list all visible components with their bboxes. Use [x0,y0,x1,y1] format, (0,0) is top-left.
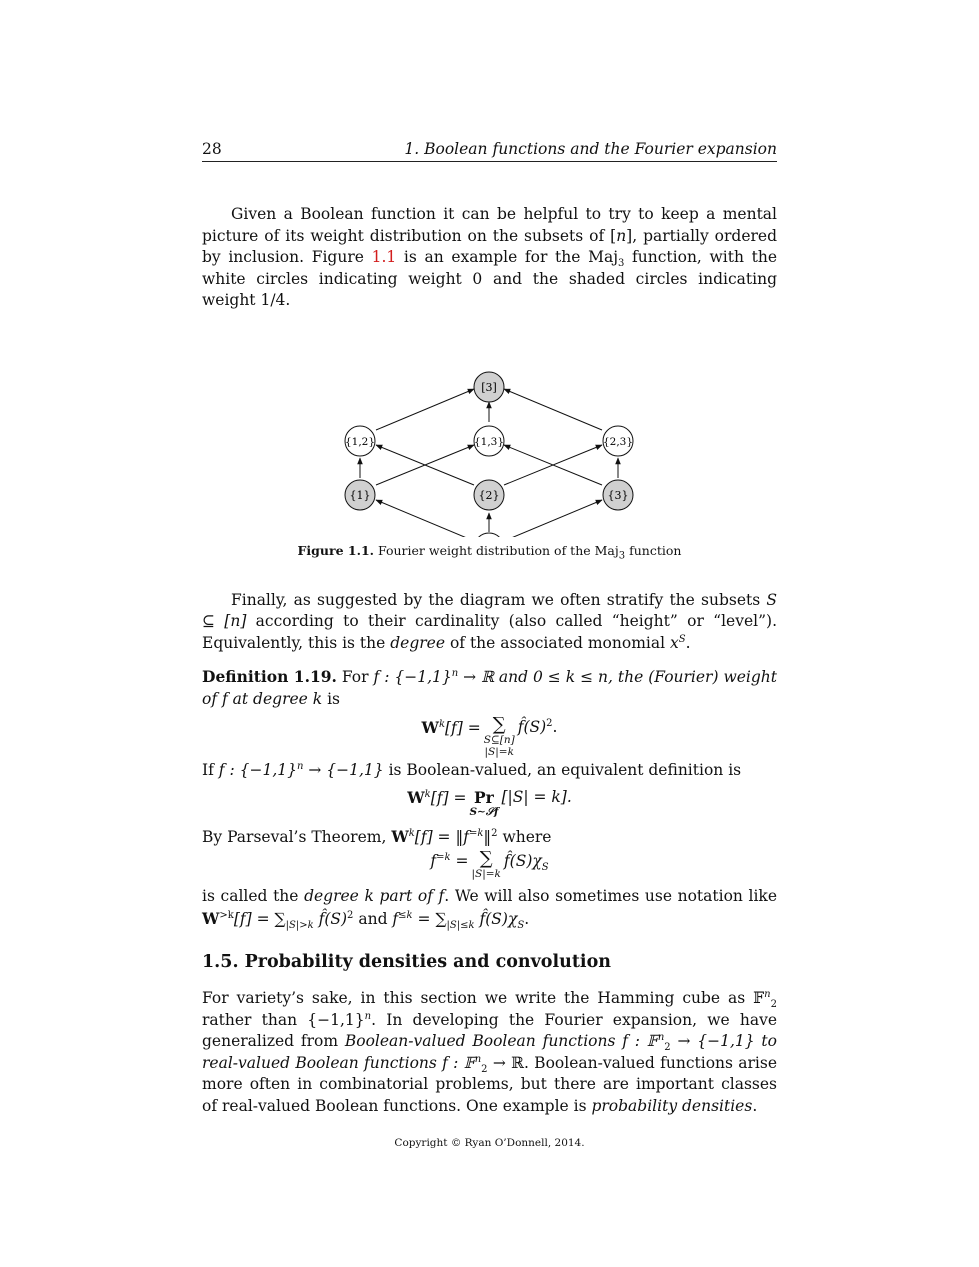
node-3 [603,480,633,510]
svg-text:{3}: {3} [607,488,629,502]
definition-1-19: Definition 1.19. For f : $\{-1,1\}^n$ → ℝ and 0 ≤ k ≤ n, the (Fourier) weight of f at degree k is [202,667,777,708]
edge-23-top [504,389,602,430]
subset-lattice-diagram [202,332,777,537]
figure-lattice [202,332,777,537]
node-top [474,372,504,402]
svg-text:[3]: [3] [481,380,497,394]
chapter-title: 1. Boolean functions and the Fourier expansion [404,140,777,158]
equation-weight-probability: $W^k[f]$ = Pr S∼𝒮f [|S| = k]. [407,787,572,818]
node-empty [474,533,504,537]
copyright-footer: Copyright © Ryan O’Donnell, 2014. [394,1137,585,1149]
intro-paragraph: Given a Boolean function it can be helpful to try to keep a mental picture of its weight distribution on the subsets of [n], partially ordered by inclusion. Figure 1.1 is an example for the Maj$_3$ function, with the white circles indicating weight 0 and the shaded circles indicating weight 1/4. [202,205,777,309]
edge-empty-3 [504,500,602,537]
figure-caption: Figure 1.1. Fourier weight distribution of the Maj$_3$ function [297,542,682,561]
node-12 [345,426,375,456]
lattice-edges [360,389,618,537]
node-1 [345,480,375,510]
running-header [202,140,777,162]
svg-text:{1,2}: {1,2} [344,435,376,448]
svg-text:{2}: {2} [478,488,500,502]
page-number: 28 [202,140,222,158]
equation-weight-degree-k: $W^k[f]$ = ∑ S⊆[n] |S|=k $f̂(S)^2$. [421,714,558,758]
hamming-cube-paragraph: For variety’s sake, in this section we write the Hamming cube as 𝔽$^n_2$ rather than $\{-1,1\}^n$. In developing the Fourier expansion, we have generalized from Boolean-valued Boolean functions f : 𝔽$^n_2$ → {−1,1} to real-valued Boolean functions f : 𝔽$^n_2$ → ℝ. Boolean-valued functions arise more often in combinatorial problems, but there are important classes of real-valued Boolean functions. One example is probability densities. [202,988,778,1115]
svg-text:{2,3}: {2,3} [602,435,634,448]
svg-text:{1}: {1} [349,488,371,502]
stratify-paragraph: Finally, as suggested by the diagram we often stratify the subsets S ⊆ [n] according to their cardinality (also called “height” or “level”). Equivalently, this is the degree of the associated monomial $x^S$. [202,590,777,652]
figure-reference-link[interactable]: 1.1 [371,248,397,266]
node-23 [603,426,633,456]
equation-degree-k-part: $f^{=k}$ = ∑ |S|=k $f̂(S)\chi_S$ [430,848,549,880]
node-2 [474,480,504,510]
edge-12-top [376,389,474,430]
edge-empty-1 [376,500,474,537]
boolean-valued-paragraph: If f : $\{-1,1\}^n \to \{-1,1\}$ is Boolean-valued, an equivalent definition is [202,760,742,779]
svg-text:{1,3}: {1,3} [473,435,505,448]
parseval-paragraph: By Parseval’s Theorem, $W^k[f]$ = $‖f^{=k}‖^2$ where [202,826,552,846]
section-heading: 1.5. Probability densities and convolution [202,952,611,972]
node-13 [474,426,504,456]
page-body [202,140,777,1117]
degree-k-part-paragraph: is called the degree k part of f. We will also sometimes use notation like $W^{>k}[f] = \sum_{|S|>k}$ $f̂(S)^2$ and $f^{\le k} = \sum_{|S|\le k}$ $f̂(S)\chi_S$. [202,887,777,931]
